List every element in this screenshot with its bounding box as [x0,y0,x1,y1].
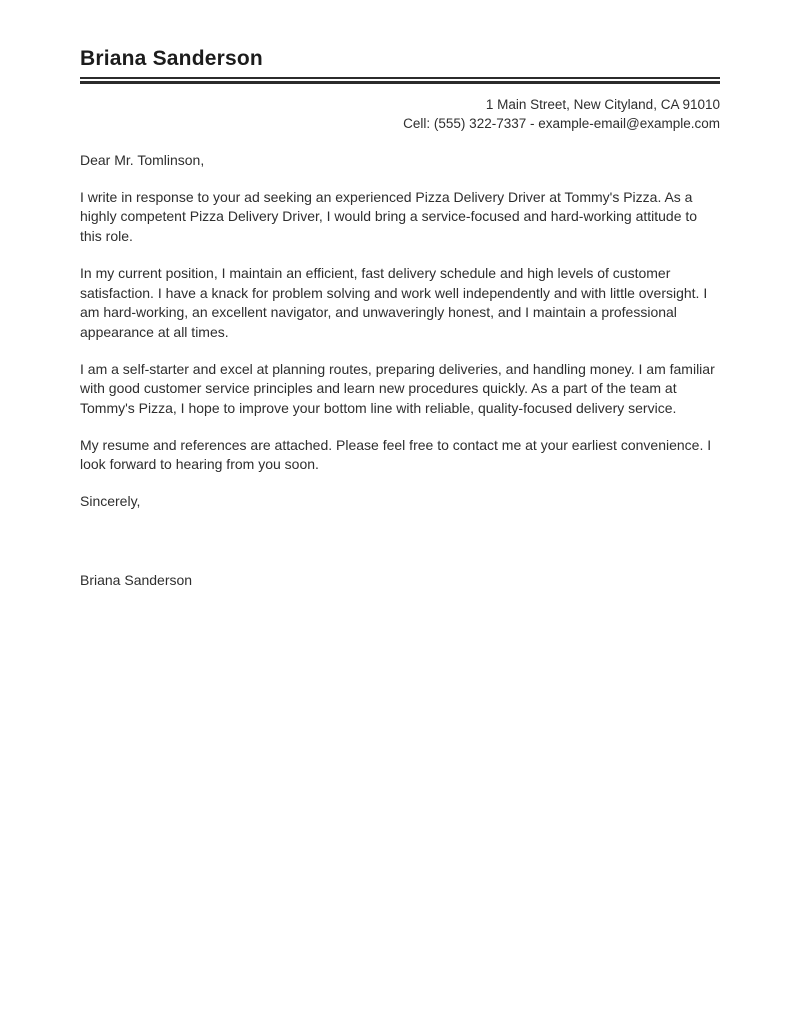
letter-body [80,151,720,591]
greeting-line: Dear Mr. Tomlinson, [80,152,205,168]
contact-address-line: 1 Main Street, New Cityland, CA 91010 [485,97,720,112]
contact-phone-email-line: Cell: (555) 322-7337 - example-email@example.com [403,115,720,131]
header-double-rule [80,77,720,84]
contact-block [80,96,720,133]
body-paragraph: In my current position, I maintain an efficient, fast delivery schedule and high levels of customer satisfaction. I have a knack for problem solving and work well independently and with little oversight. I am hard-working, an excellent navigator, and unwaveringly honest, and I maintain a professional appearance at all times. [80,264,708,340]
body-paragraph: My resume and references are attached. Please feel free to contact me at your earliest convenience. I look forward to hearing from you soon. [80,436,712,473]
body-paragraph: I write in response to your ad seeking an experienced Pizza Delivery Driver at Tommy's Pizza. As a highly competent Pizza Delivery Driver, I would bring a service-focused and hard-working attitude to this role. [80,188,698,245]
sender-name-heading: Briana Sanderson [80,47,263,70]
signature-space [80,529,720,571]
body-paragraph: I am a self-starter and excel at planning routes, preparing deliveries, and handling money. I am familiar with good customer service principles and learn new procedures quickly. As a part of the team at Tommy's Pizza, I hope to improve your bottom line with reliable, quality-focused delivery service. [80,360,715,417]
signature-name: Briana Sanderson [80,571,193,588]
closing-line: Sincerely, [80,493,141,510]
